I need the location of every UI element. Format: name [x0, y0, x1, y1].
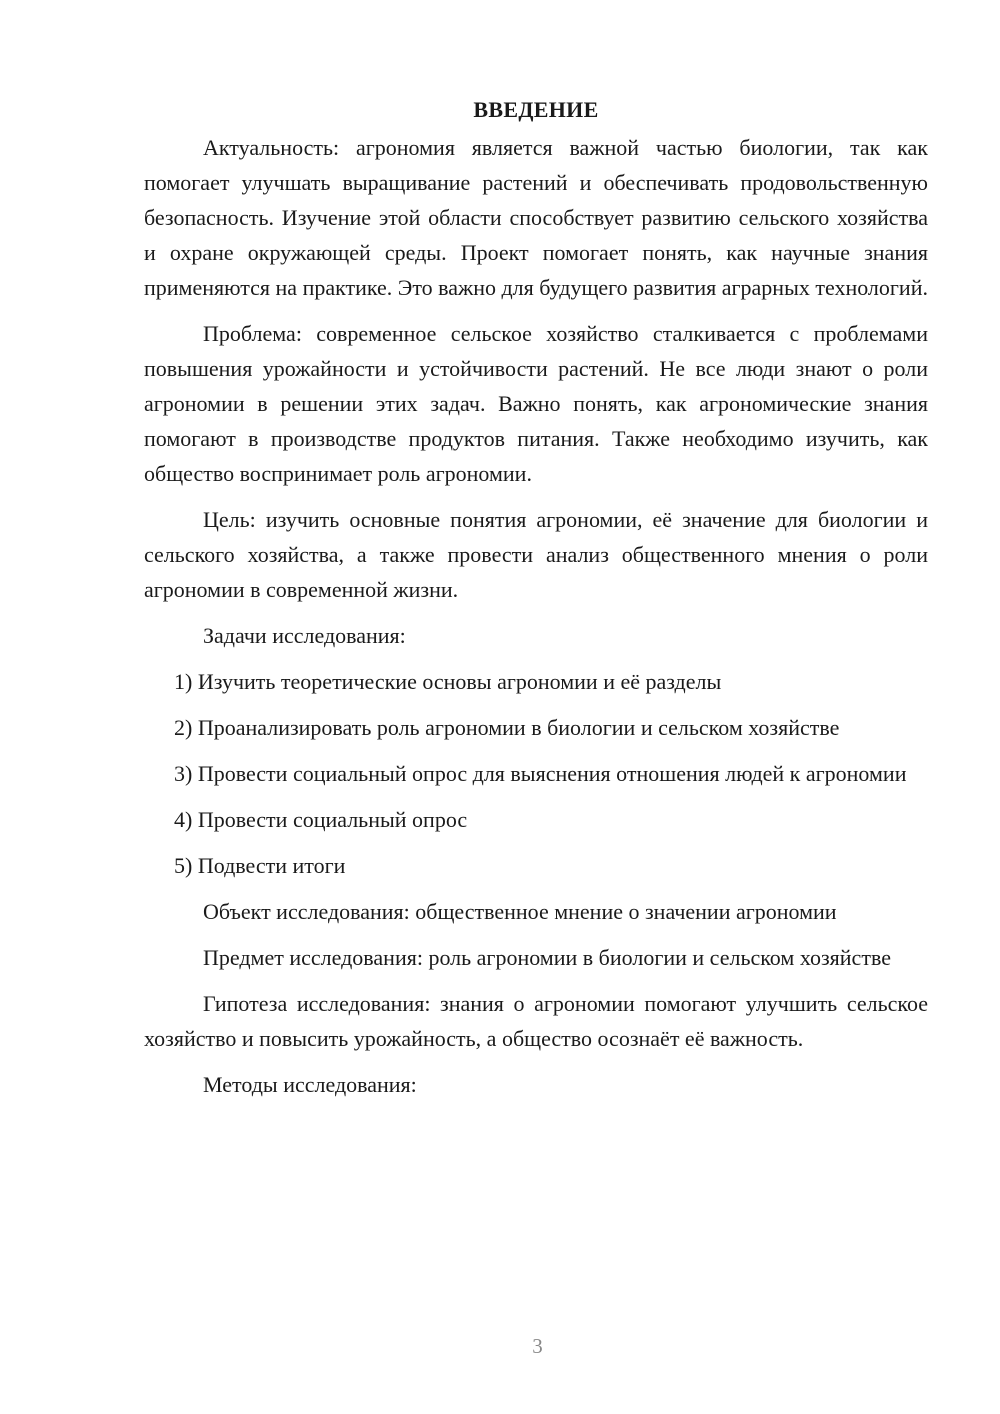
research-object: Объект исследования: общественное мнение о значении агрономии — [203, 899, 837, 924]
research-methods: Методы исследования: — [203, 1072, 417, 1097]
task-item-3: 3) Провести социальный опрос для выяснения отношения людей к агрономии — [174, 761, 907, 786]
document-page — [144, 92, 928, 1113]
section-heading: ВВЕДЕНИЕ — [473, 97, 599, 122]
task-item-5: 5) Подвести итоги — [174, 853, 346, 878]
relevance-paragraph: Актуальность: агрономия является важной частью биологии, так как помогает улучшать выращивание растений и обеспечивать продовольственную безопасность. Изучение этой области способствует развитию сельского хозяйства и охране окружающей среды. Проект помогает понять, как научные знания применяются на практике. Это важно для будущего развития аграрных технологий. — [144, 135, 928, 300]
tasks-heading: Задачи исследования: — [203, 623, 406, 648]
task-item-4: 4) Провести социальный опрос — [174, 807, 468, 832]
task-item-2: 2) Проанализировать роль агрономии в биологии и сельском хозяйстве — [174, 715, 840, 740]
task-item-1: 1) Изучить теоретические основы агрономии и её разделы — [174, 669, 722, 694]
problem-paragraph: Проблема: современное сельское хозяйство сталкивается с проблемами повышения урожайности и устойчивости растений. Не все люди знают о роли агрономии в решении этих задач. Важно понять, как агрономические знания помогают в производстве продуктов питания. Также необходимо изучить, как общество воспринимает роль агрономии. — [144, 321, 928, 486]
research-subject: Предмет исследования: роль агрономии в биологии и сельском хозяйстве — [203, 945, 891, 970]
goal-paragraph: Цель: изучить основные понятия агрономии, её значение для биологии и сельского хозяйства, а также провести анализ общественного мнения о роли агрономии в современной жизни. — [144, 507, 928, 602]
page-number: 3 — [532, 1334, 543, 1358]
research-hypothesis: Гипотеза исследования: знания о агрономии помогают улучшить сельское хозяйство и повысить урожайность, а общество осознаёт её важность. — [144, 991, 928, 1051]
